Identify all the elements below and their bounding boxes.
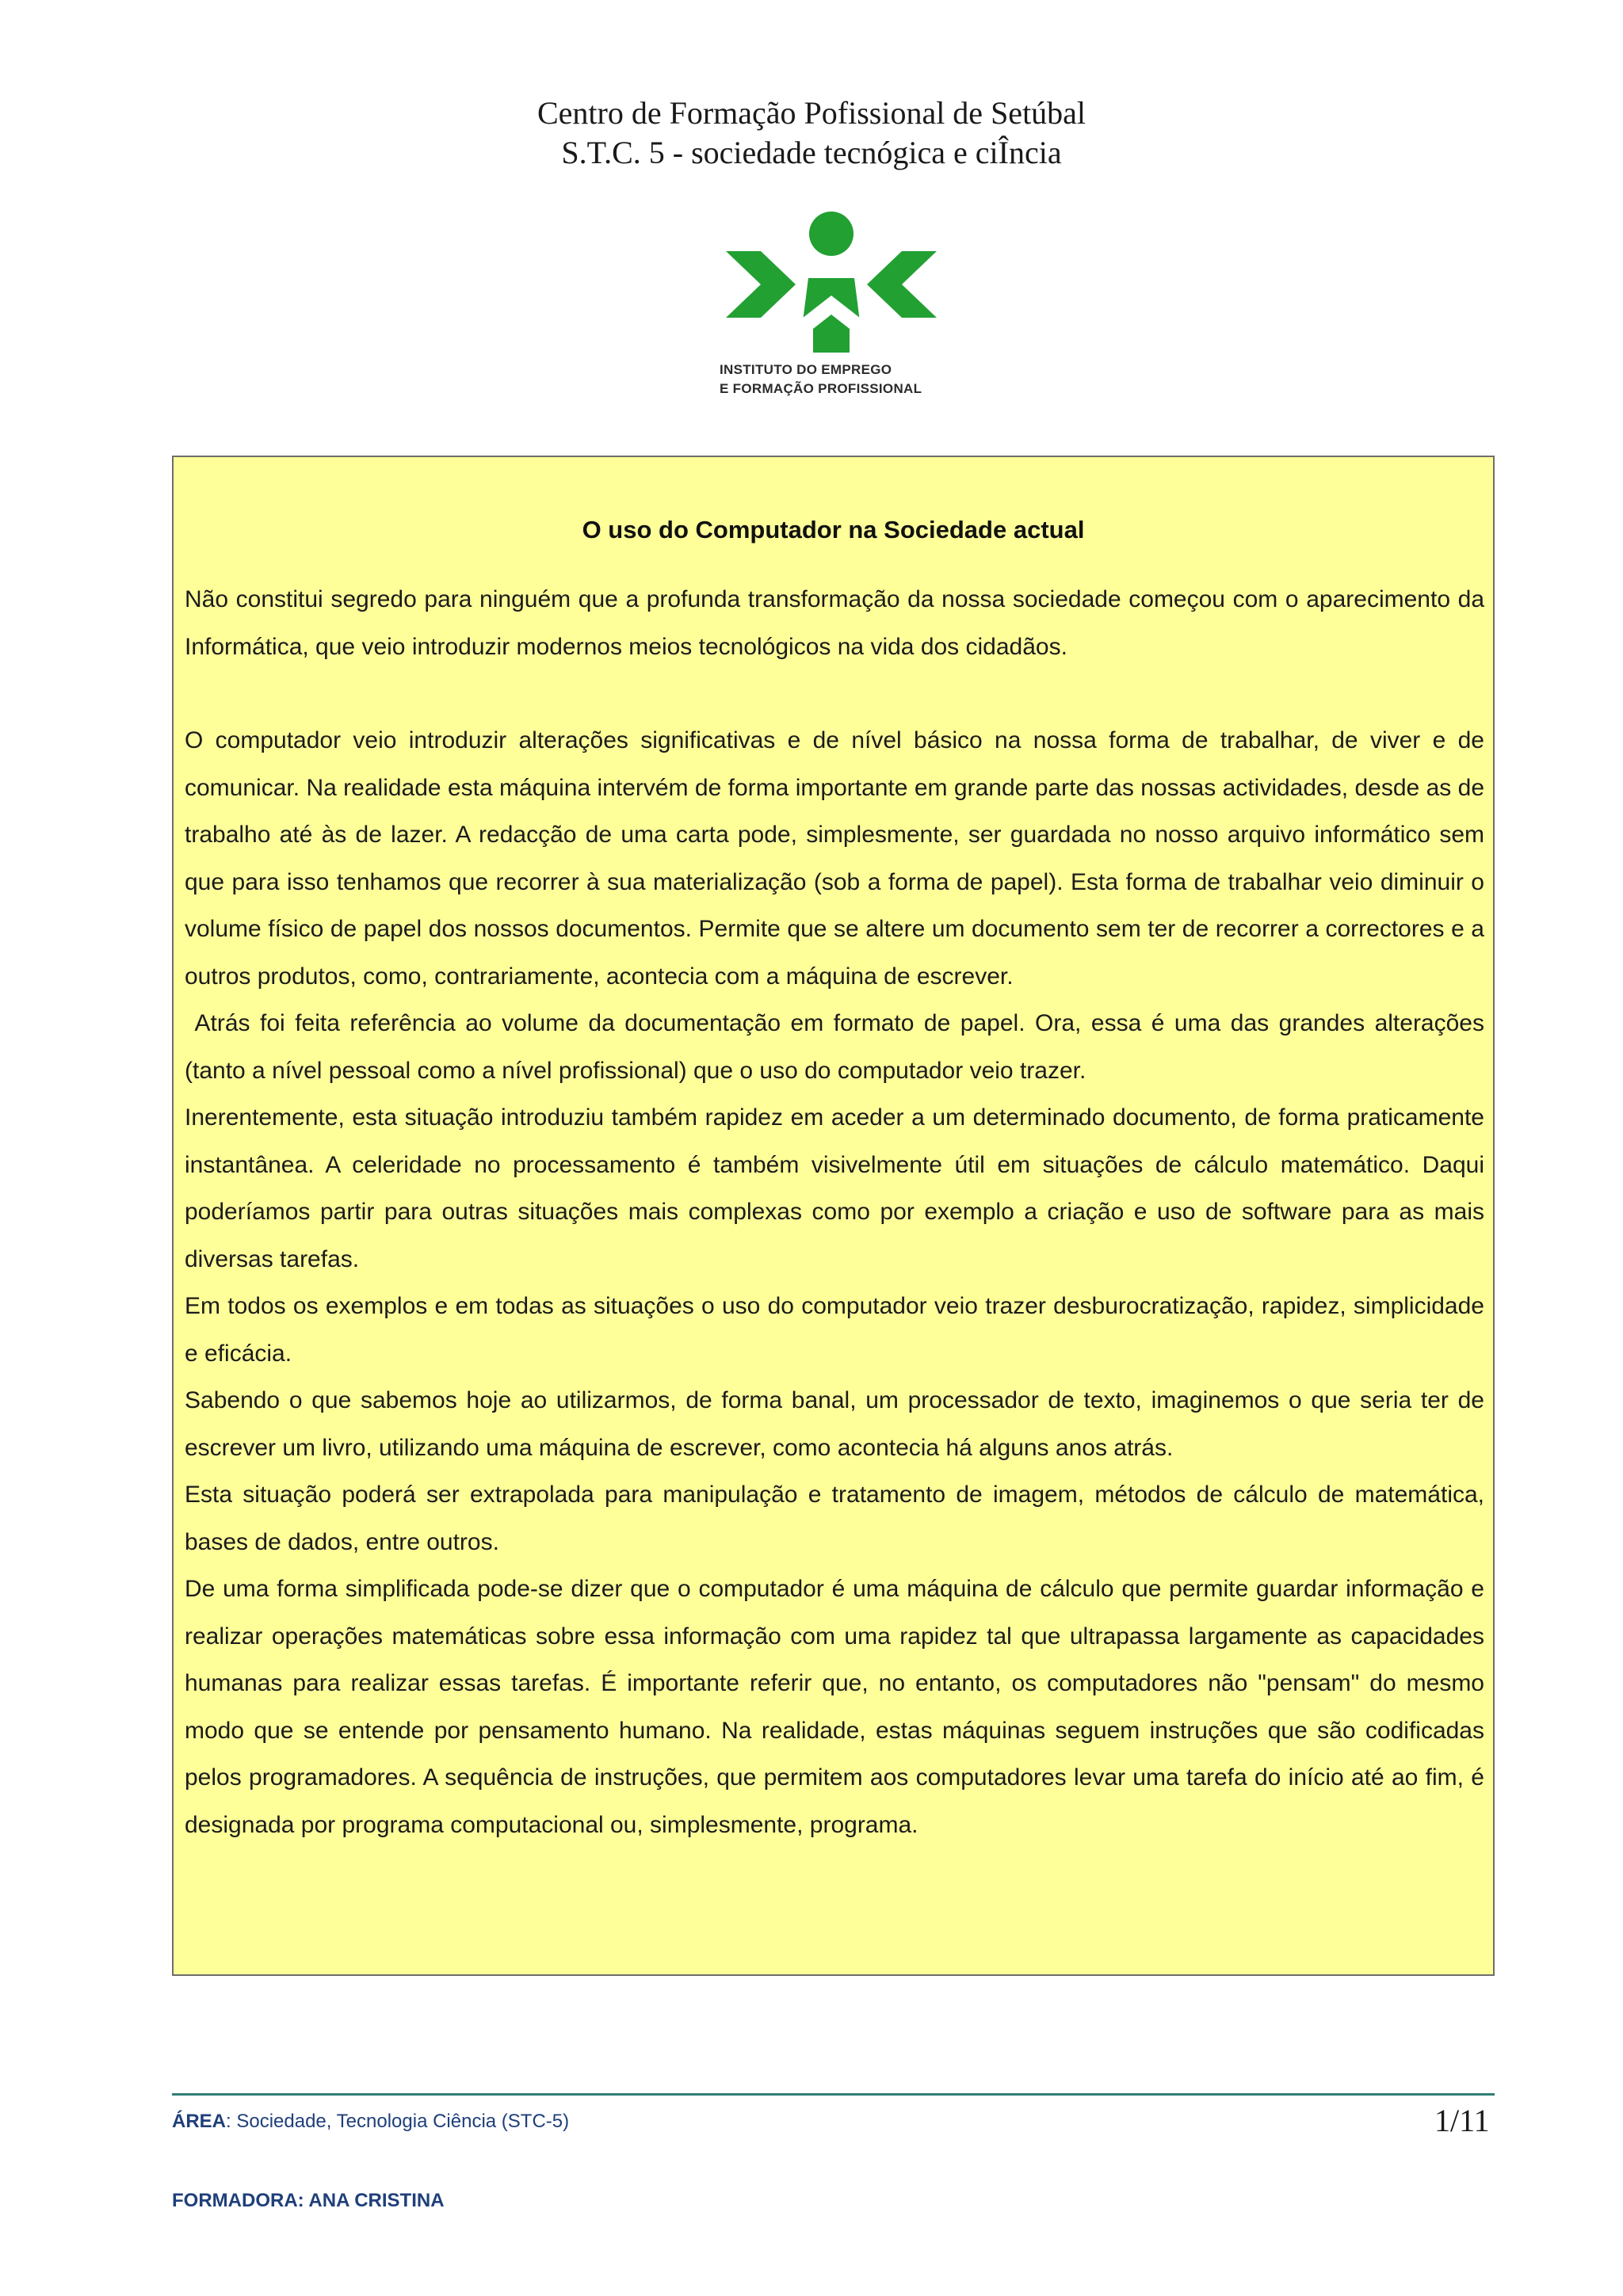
trainer-name: FORMADORA: ANA CRISTINA <box>172 2190 445 2211</box>
footer-area-label: ÁREA <box>172 2111 227 2132</box>
page-number: 1/11 <box>1434 2103 1490 2138</box>
footer-divider <box>172 2093 1495 2096</box>
footer-area-value: : Sociedade, Tecnologia Ciência (STC-5) <box>226 2111 570 2132</box>
footer-area <box>172 2109 569 2134</box>
logo-text <box>720 360 943 399</box>
document-header <box>0 93 1623 173</box>
iefp-logo-icon <box>720 202 943 360</box>
header-line-2: S.T.C. 5 - sociedade tecnógica e ciÎncia <box>561 135 1062 170</box>
header-line-1: Centro de Formação Pofissional de Setúbal <box>537 95 1086 131</box>
paragraph-3: Atrás foi feita referência ao volume da documentação em formato de papel. Ora, essa é uma das grandes alterações (tanto a nível pessoal como a nível profissional) que o uso do computador veio trazer. <box>185 1010 1491 1084</box>
logo-text-line-1: INSTITUTO DO EMPREGO <box>720 362 892 377</box>
paragraph-5: Em todos os exemplos e em todas as situações o uso do computador veio trazer desburocratização, rapidez, simplicidade e eficácia. <box>185 1293 1484 1367</box>
paragraph-7: Esta situação poderá ser extrapolada para manipulação e tratamento de imagem, métodos de cálculo de matemática, bases de dados, entre outros. <box>185 1482 1484 1555</box>
iefp-logo <box>720 202 943 404</box>
paragraph-spacer <box>185 670 1484 717</box>
paragraph-4: Inerentemente, esta situação introduziu também rapidez em aceder a um determinado documento, de forma praticamente instantânea. A celeridade no processamento é também visivelmente útil em situações de cálculo matemático. Daqui poderíamos partir para outras situações mais complexas como por exemplo a criação e uso de software para as mais diversas tarefas. <box>185 1104 1484 1272</box>
article-body <box>185 576 1491 1848</box>
paragraph-6: Sabendo o que sabemos hoje ao utilizarmos, de forma banal, um processador de texto, imaginemos o que seria ter de escrever um livro, utilizando uma máquina de escrever, como acontecia há alguns anos atrás. <box>185 1387 1484 1461</box>
logo-text-line-2: E FORMAÇÃO PROFISSIONAL <box>720 381 922 396</box>
article-title: O uso do Computador na Sociedade actual <box>582 516 1085 543</box>
paragraph-8: De uma forma simplificada pode-se dizer que o computador é uma máquina de cálculo que permite guardar informação e realizar operações matemáticas sobre essa informação com uma rapidez tal que ultrapassa largamente as capacidades humanas para realizar essas tarefas. É importante referir que, no entanto, os computadores não "pensam" do mesmo modo que se entende por pensamento humano. Na realidade, estas máquinas seguem instruções que são codificadas pelos programadores. A sequência de instruções, que permitem aos computadores levar uma tarefa do início até ao fim, é designada por programa computacional ou, simplesmente, programa. <box>185 1576 1484 1838</box>
paragraph-1: Não constitui segredo para ninguém que a profunda transformação da nossa sociedade começou com o aparecimento da Informática, que veio introduzir modernos meios tecnológicos na vida dos cidadãos. <box>185 586 1484 660</box>
article-box <box>172 456 1495 1976</box>
paragraph-2: O computador veio introduzir alterações significativas e de nível básico na nossa forma de trabalhar, de viver e de comunicar. Na realidade esta máquina intervém de forma importante em grande parte das nossas actividades, desde as de trabalho até às de lazer. A redacção de uma carta pode, simplesmente, ser guardada no nosso arquivo informático sem que para isso tenhamos que recorrer à sua materialização (sob a forma de papel). Esta forma de trabalhar veio diminuir o volume físico de papel dos nossos documentos. Permite que se altere um documento sem ter de recorrer a correctores e a outros produtos, como, contrariamente, acontecia com a máquina de escrever. <box>185 727 1484 990</box>
